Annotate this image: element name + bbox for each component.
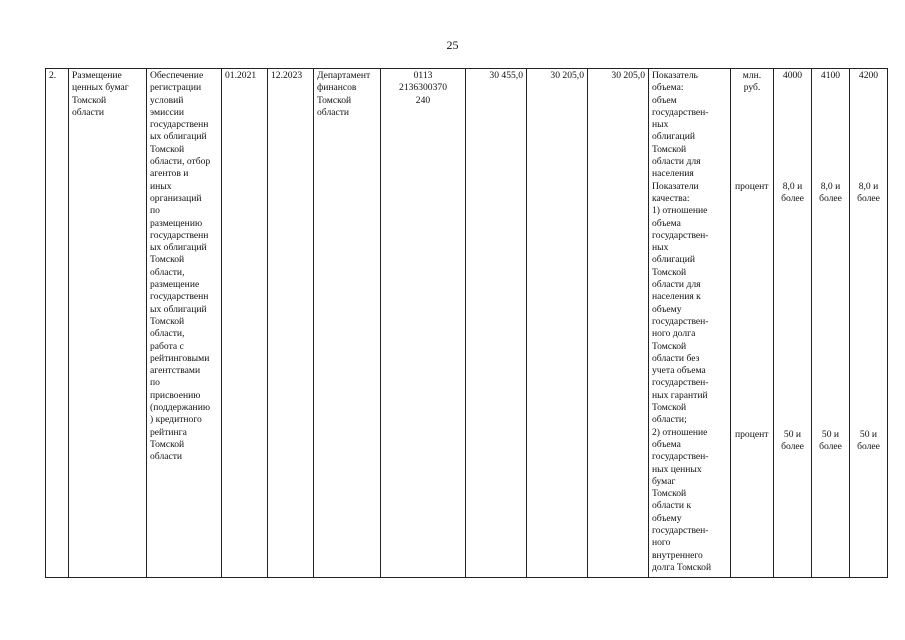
target-quality-1 xyxy=(815,181,846,206)
indicator-line: внутреннего xyxy=(652,549,703,561)
content-line: государственн xyxy=(150,229,209,241)
target-quality-1 xyxy=(853,181,884,206)
indicator-line: объема: xyxy=(652,82,684,94)
target-line: более xyxy=(857,441,880,453)
indicator-line: Томской xyxy=(652,488,687,500)
indicator-line: населения xyxy=(652,168,694,180)
content-line: присвоению xyxy=(150,389,201,401)
executor-line: Департамент xyxy=(317,70,371,81)
row-number-cell xyxy=(46,69,69,578)
indicator-line: ных гарантий xyxy=(652,389,708,401)
indicator-line: Показатель xyxy=(652,70,698,81)
end-date-cell xyxy=(268,69,314,578)
unit-quality-2: процент xyxy=(735,429,769,440)
unit-line: млн. xyxy=(742,70,762,81)
content-line: Томской xyxy=(150,143,185,155)
target-volume: 4100 xyxy=(820,70,841,81)
content-line: области xyxy=(150,451,183,463)
content-line: государственн xyxy=(150,119,209,131)
amount-cell xyxy=(588,69,649,578)
indicator-line: области без xyxy=(652,352,700,364)
content-line: работа с xyxy=(150,340,184,352)
target-year-1-cell xyxy=(774,69,812,578)
executor-line: Томской xyxy=(317,94,352,106)
content-cell xyxy=(147,69,222,578)
indicator-line: населения к xyxy=(652,291,701,303)
indicator-line: государствен- xyxy=(652,229,709,241)
budget-code-line: 0113 xyxy=(413,70,433,81)
content-line: эмиссии xyxy=(150,106,185,118)
content-line: размещению xyxy=(150,217,203,229)
indicators-cell xyxy=(649,69,731,578)
target-line: более xyxy=(857,193,880,205)
target-line: более xyxy=(819,193,842,205)
indicator-line: 2) отношение xyxy=(652,426,708,438)
content-line: регистрации xyxy=(150,82,202,94)
indicator-line: ных xyxy=(652,242,669,254)
indicator-line: области; xyxy=(652,414,687,426)
content-line: агентов и xyxy=(150,168,189,180)
content-line: (поддержанию xyxy=(150,402,210,414)
page-number: 25 xyxy=(446,38,459,52)
indicator-line: области к xyxy=(652,500,692,512)
content-line: Томской xyxy=(150,315,185,327)
units-cell xyxy=(731,69,774,578)
indicator-line: объем xyxy=(652,94,677,106)
target-line: 50 и xyxy=(783,429,802,440)
indicator-line: области для xyxy=(652,156,701,168)
budget-code-cell xyxy=(381,69,466,578)
target-line: более xyxy=(781,193,804,205)
end-date: 12.2023 xyxy=(271,70,303,81)
target-line: более xyxy=(781,441,804,453)
content-line: рейтинга xyxy=(150,426,187,438)
content-line: рейтинговыми xyxy=(150,352,210,364)
indicator-line: области для xyxy=(652,279,701,291)
content-line: условий xyxy=(150,94,184,106)
content-line: ых облигаций xyxy=(150,303,207,315)
unit-line: руб. xyxy=(743,82,761,94)
content-line: ых облигаций xyxy=(150,242,207,254)
indicator-line: Томской xyxy=(652,402,687,414)
event-name-line: Томской xyxy=(72,94,107,106)
target-quality-2 xyxy=(815,429,846,454)
target-line: более xyxy=(819,441,842,453)
indicator-line: Томской xyxy=(652,266,687,278)
event-name-line: Размещение xyxy=(72,70,122,81)
content-line: Томской xyxy=(150,254,185,266)
indicator-line: объему xyxy=(652,303,682,315)
content-line: государственн xyxy=(150,291,209,303)
indicator-line: ного xyxy=(652,537,671,549)
target-quality-2 xyxy=(777,429,808,454)
indicator-line: 1) отношение xyxy=(652,205,708,217)
budget-code-line: 240 xyxy=(415,94,431,106)
content-line: иных xyxy=(150,180,172,192)
content-line: организаций xyxy=(150,192,202,204)
indicator-line: ных xyxy=(652,119,669,131)
amount-value: 30 205,0 xyxy=(550,70,584,81)
content-line: размещение xyxy=(150,279,200,291)
indicator-line: государствен- xyxy=(652,524,709,536)
event-name-line: ценных бумаг xyxy=(72,82,129,94)
indicator-line: облигаций xyxy=(652,254,695,266)
target-line: 8,0 и xyxy=(820,181,841,192)
unit-quality-1: процент xyxy=(735,181,769,192)
executor-cell xyxy=(314,69,381,578)
indicator-line: долга Томской xyxy=(652,561,712,573)
indicator-line: Томской xyxy=(652,340,687,352)
target-year-3-cell xyxy=(850,69,888,578)
indicator-line: государствен- xyxy=(652,451,709,463)
indicator-line: государствен- xyxy=(652,106,709,118)
indicator-line: бумаг xyxy=(652,475,676,487)
target-quality-2 xyxy=(853,429,884,454)
content-line: по xyxy=(150,205,160,217)
start-date: 01.2021 xyxy=(225,70,257,81)
content-line: Обеспечение xyxy=(150,70,204,81)
executor-line: области xyxy=(317,106,350,118)
amount-cell xyxy=(466,69,527,578)
amount-cell xyxy=(527,69,588,578)
start-date-cell xyxy=(222,69,268,578)
budget-code-line: 2136300370 xyxy=(399,82,447,94)
content-line: по xyxy=(150,377,160,389)
target-volume: 4000 xyxy=(782,70,803,81)
target-line: 50 и xyxy=(821,429,840,440)
target-year-2-cell xyxy=(812,69,850,578)
content-line: области, отбор xyxy=(150,156,211,168)
indicator-line: ных ценных xyxy=(652,463,702,475)
executor-line: финансов xyxy=(317,82,357,94)
indicator-line: государствен- xyxy=(652,377,709,389)
content-line: ) кредитного xyxy=(150,414,202,426)
table-row xyxy=(46,69,888,578)
event-name-cell xyxy=(69,69,147,578)
amount-value: 30 455,0 xyxy=(489,70,523,81)
unit-volume xyxy=(734,70,770,95)
target-line: 8,0 и xyxy=(782,181,803,192)
target-line: 8,0 и xyxy=(858,181,879,192)
indicator-line: объема xyxy=(652,217,681,229)
target-volume: 4200 xyxy=(858,70,879,81)
indicator-line: объему xyxy=(652,512,682,524)
indicator-line: Томской xyxy=(652,143,687,155)
indicator-line: Показатели xyxy=(652,180,699,192)
target-line: 50 и xyxy=(859,429,878,440)
indicator-line: государствен- xyxy=(652,315,709,327)
indicator-line: качества: xyxy=(652,192,690,204)
event-name-line: области xyxy=(72,106,105,118)
content-line: агентствами xyxy=(150,365,201,377)
indicator-line: облигаций xyxy=(652,131,695,143)
indicator-line: учета объема xyxy=(652,365,706,377)
amount-value: 30 205,0 xyxy=(611,70,645,81)
indicator-line: объема xyxy=(652,438,681,450)
content-line: ых облигаций xyxy=(150,131,207,143)
row-number: 2. xyxy=(49,70,57,81)
content-line: Томской xyxy=(150,438,185,450)
program-table xyxy=(45,68,888,578)
target-quality-1 xyxy=(777,181,808,206)
content-line: области, xyxy=(150,328,185,340)
content-line: области, xyxy=(150,266,185,278)
indicator-line: ного долга xyxy=(652,328,696,340)
